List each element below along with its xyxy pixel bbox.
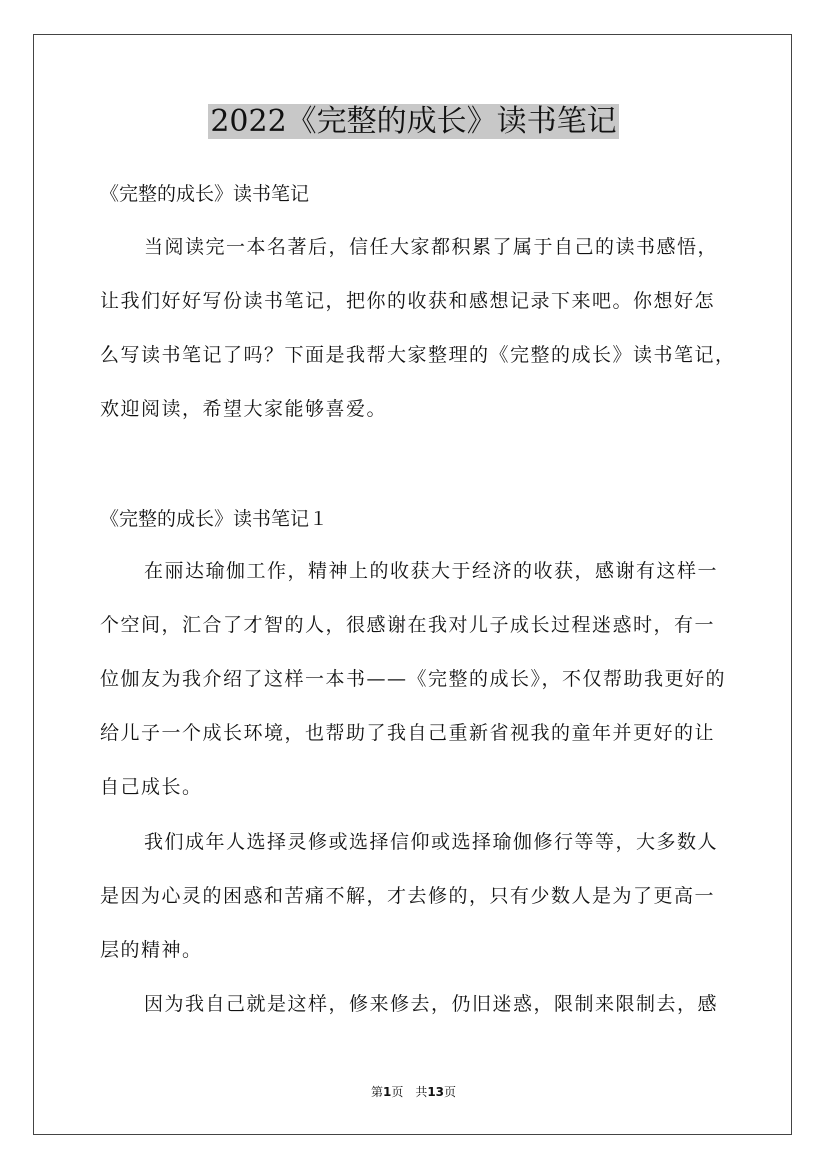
paragraph-2 [100, 815, 740, 977]
footer-page-suffix: 页 [444, 1085, 457, 1099]
intro-paragraph [100, 220, 740, 436]
paragraph-line: 个空间，汇合了才智的人，很感谢在我对儿子成长过程迷惑时，有一 [100, 614, 716, 636]
section-heading: 《完整的成长》读书笔记１ [100, 508, 329, 530]
paragraph-line: 么写读书笔记了吗？下面是我帮大家整理的《完整的成长》读书笔记， [100, 344, 736, 366]
paragraph-line: 位伽友为我介绍了这样一本书——《完整的成长》，不仅帮助我更好的 [100, 668, 727, 690]
document-title-text: 2022《完整的成长》读书笔记 [210, 104, 617, 139]
paragraph-line: 让我们好好写份读书笔记，把你的收获和感想记录下来吧。你想好怎 [100, 290, 716, 312]
paragraph-line: 当阅读完一本名著后，信任大家都积累了属于自己的读书感悟， [144, 236, 719, 258]
paragraph-line: 给儿子一个成长环境，也帮助了我自己重新省视我的童年并更好的让 [100, 722, 716, 744]
paragraph-line: 在丽达瑜伽工作，精神上的收获大于经济的收获，感谢有这样一 [144, 560, 719, 582]
paragraph-line: 层的精神。 [100, 939, 203, 961]
paragraph-3 [100, 977, 740, 1031]
footer-page-prefix: 第 [370, 1085, 383, 1099]
document-title [0, 100, 827, 144]
paragraph-line: 因为我自己就是这样，修来修去，仍旧迷惑，限制来限制去，感 [144, 993, 719, 1015]
paragraph-line: 欢迎阅读，希望大家能够喜爱。 [100, 398, 388, 420]
document-subtitle: 《完整的成长》读书笔记 [100, 183, 310, 205]
paragraph-line: 自己成长。 [100, 776, 203, 798]
footer-page-current: 1 [382, 1085, 392, 1099]
paragraph-line: 是因为心灵的困惑和苦痛不解，才去修的，只有少数人是为了更高一 [100, 885, 716, 907]
paragraph-1 [100, 544, 740, 814]
footer-page-mid: 页 共 [391, 1085, 428, 1099]
page-footer [0, 1083, 827, 1101]
footer-page-total: 13 [427, 1085, 445, 1099]
paragraph-line: 我们成年人选择灵修或选择信仰或选择瑜伽修行等等，大多数人 [144, 831, 719, 853]
